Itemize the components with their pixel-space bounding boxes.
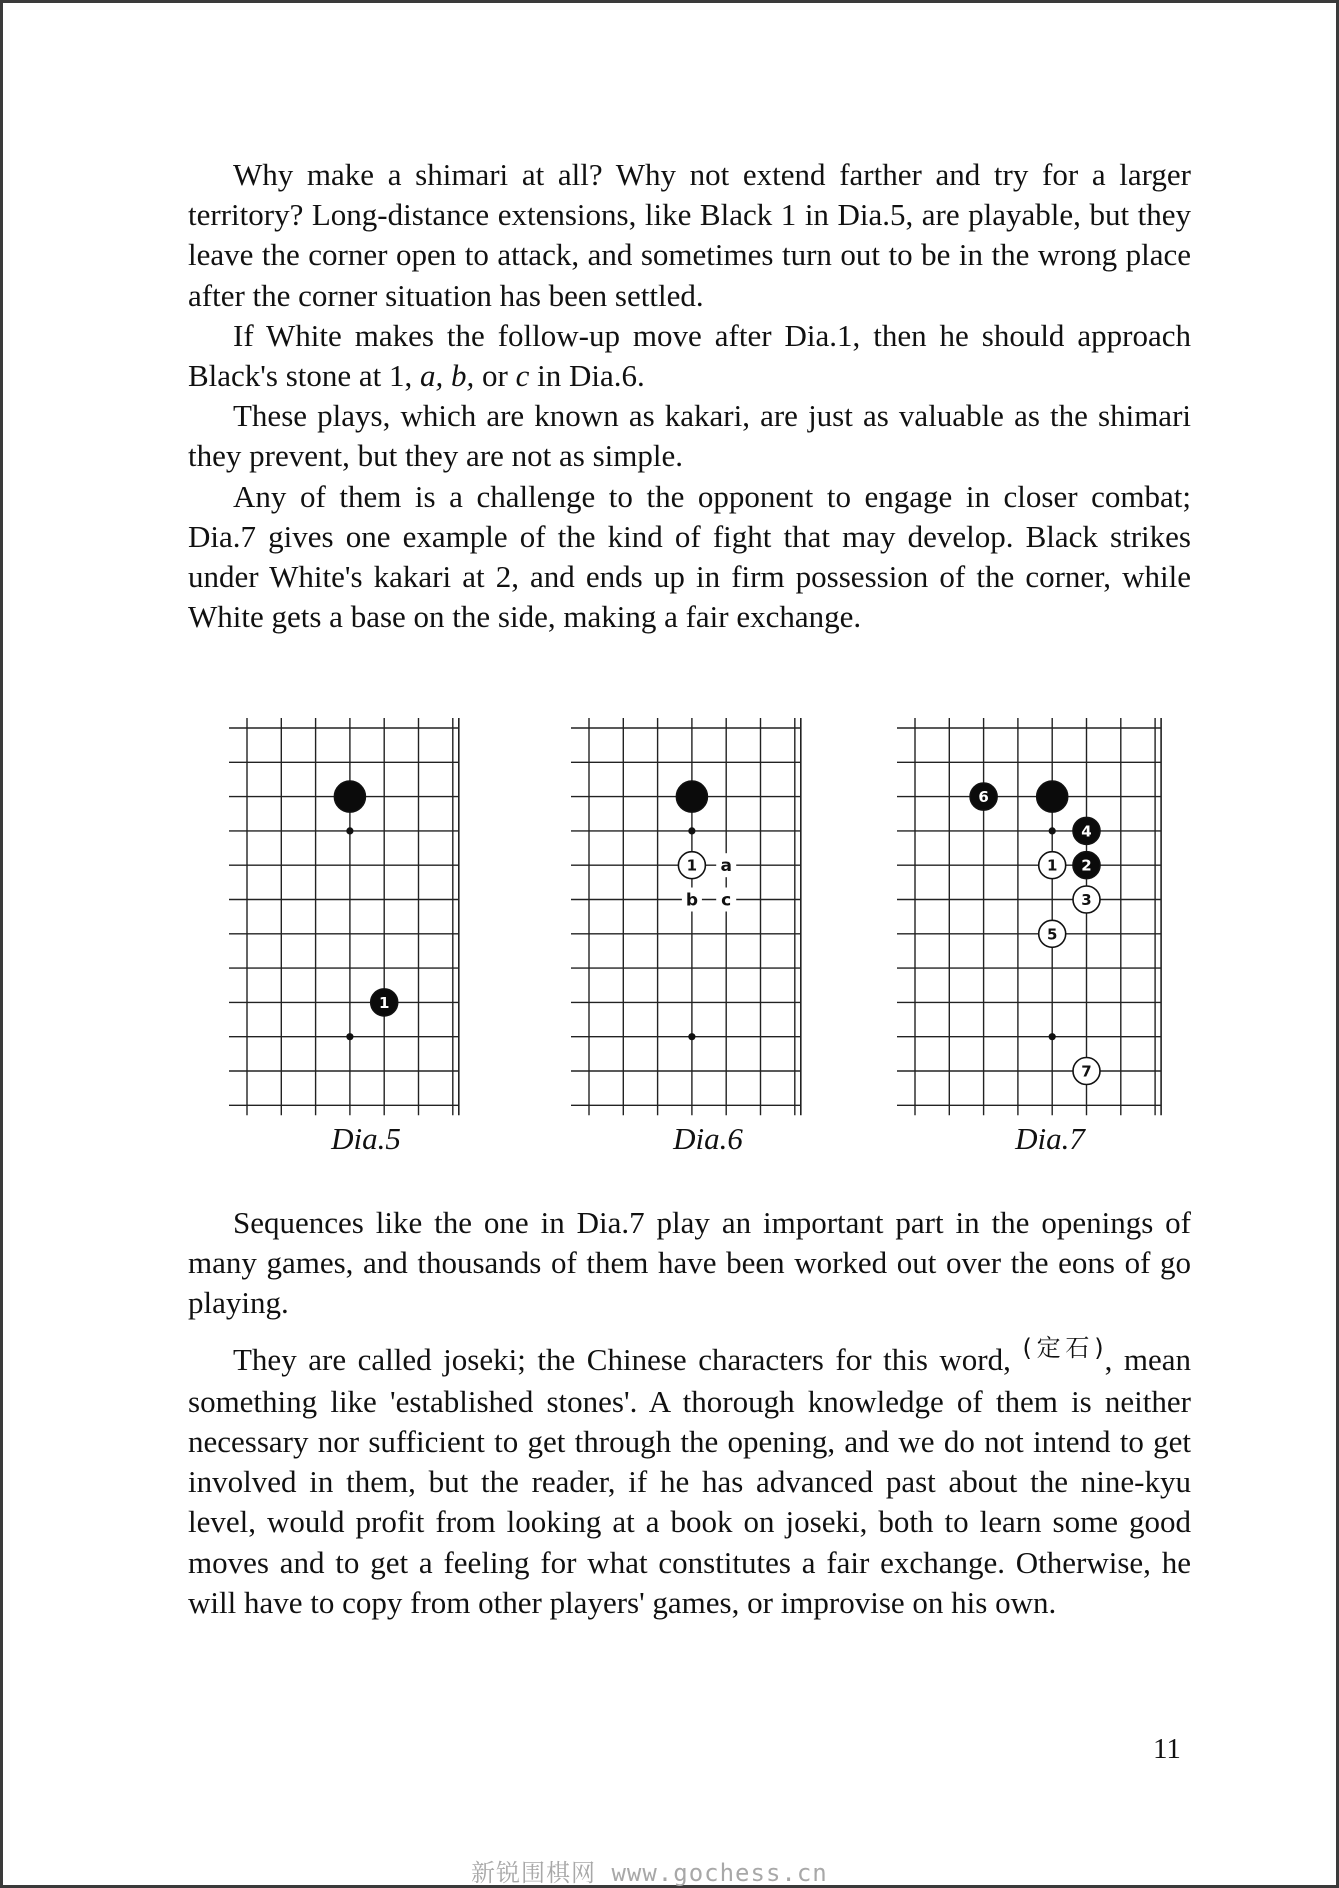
stone-number-1: 1 (686, 856, 698, 875)
paragraph: Sequences like the one in Dia.7 play an important part in the openings of many games, and thousands of them have been worked out over the eons of go playing. (188, 1205, 1191, 1321)
page-number: 11 (1153, 1733, 1181, 1765)
go-diagram-dia5 (227, 718, 467, 1128)
star-point (346, 827, 353, 834)
watermark: 新锐围棋网 www.gochess.cn (471, 1859, 828, 1887)
italic-letters: a, b, (420, 358, 475, 394)
caption-dia6: Dia.6 (673, 1121, 743, 1156)
go-diagram-dia7 (895, 718, 1165, 1128)
text-run: or (474, 358, 516, 394)
star-point (688, 1033, 695, 1040)
stone-number-4: 4 (1081, 822, 1092, 841)
text-run: , mean something like 'established stones'. A thorough knowledge of them is neither necessary nor sufficient to get through the opening, and we do not intend to get involved in them, but the reader, if he has advanced past about the nine-kyu level, would profit from looking at a book on joseki, both to learn some good moves and to get a feeling for what constitutes a fair exchange. Otherwise, he will have to copy from other players' games, or improvise on his own. (188, 1341, 1191, 1620)
stone-number-6: 6 (978, 788, 989, 807)
paragraph (188, 1333, 1191, 1623)
stone-number-1: 1 (378, 993, 390, 1012)
stone-number-7: 7 (1081, 1062, 1092, 1081)
paragraph: Why make a shimari at all? Why not extend farther and try for a larger territory? Long-distance extensions, like Black 1 in Dia.5, are playable, but they leave the corner open to attack, and sometimes turn out to be in the wrong place after the corner situation has been settled. (188, 157, 1191, 313)
paragraph (188, 316, 1191, 396)
text-block-bottom (188, 1203, 1191, 1623)
caption-dia7: Dia.7 (1015, 1121, 1085, 1156)
black-stone (676, 781, 707, 812)
marker-letter-b: b (685, 890, 698, 911)
black-stone (334, 781, 365, 812)
caption-dia5: Dia.5 (331, 1121, 401, 1156)
stone-number-2: 2 (1081, 856, 1092, 875)
marker-letter-a: a (720, 856, 732, 877)
text-run: They are called joseki; the Chinese characters for this word, (233, 1341, 1023, 1377)
paragraph: These plays, which are known as kakari, are just as valuable as the shimari they prevent, but they are not as simple. (188, 398, 1191, 474)
stone-number-3: 3 (1081, 891, 1092, 909)
kanji-joseki: (定石) (1022, 1333, 1105, 1362)
go-diagram-dia6 (569, 718, 809, 1128)
italic-letter: c (515, 358, 530, 394)
star-point (1049, 827, 1056, 834)
paragraph: Any of them is a challenge to the opponent to engage in closer combat; Dia.7 gives one example of the kind of fight that may develop. Black strikes under White's kakari at 2, and ends up in firm possession of the corner, while White gets a base on the side, making a fair exchange. (188, 478, 1191, 635)
text-run: If White makes the follow-up move after Dia.1, then he should approach Black's stone at 1, (188, 317, 1191, 394)
star-point (688, 827, 695, 834)
stone-number-5: 5 (1046, 925, 1058, 944)
marker-letter-c: c (721, 890, 732, 911)
black-stone (1037, 781, 1068, 812)
text-block-top (188, 155, 1191, 637)
text-run: in Dia.6. (529, 358, 645, 394)
star-point (1049, 1033, 1056, 1040)
star-point (346, 1033, 353, 1040)
stone-number-1: 1 (1046, 856, 1058, 875)
